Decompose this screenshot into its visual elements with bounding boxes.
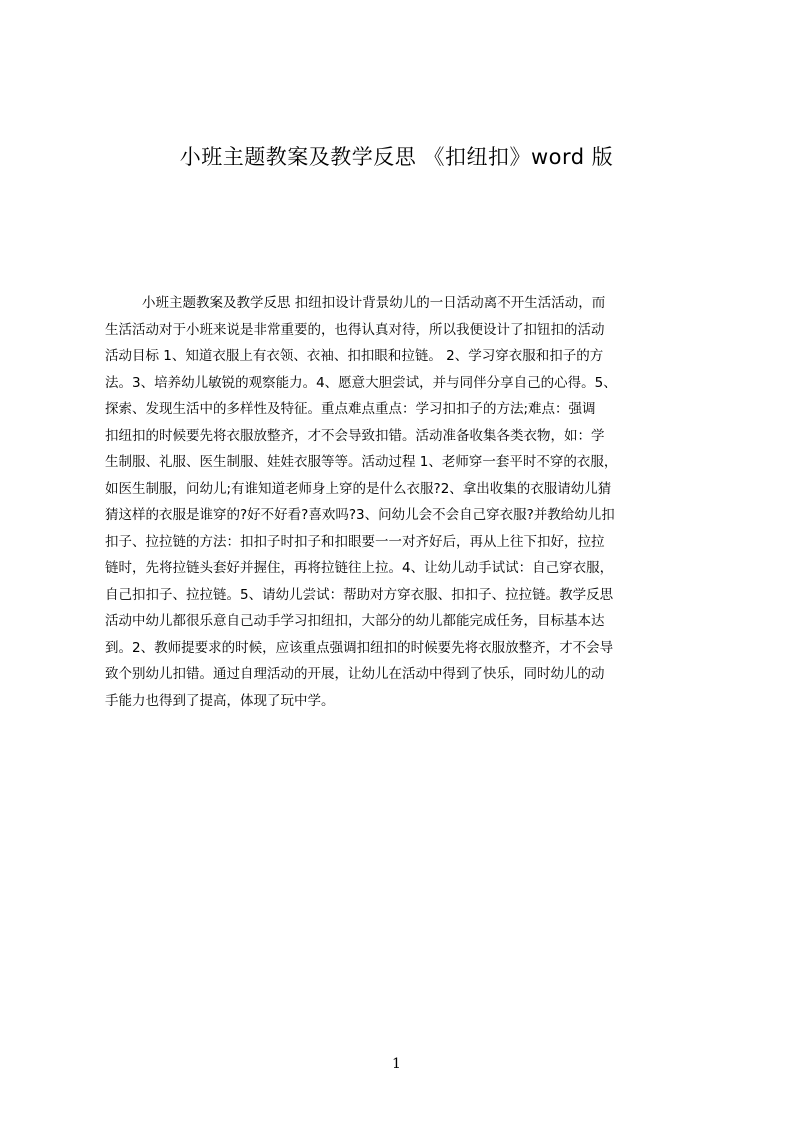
text-line: 手能力也得到了提高，体现了玩中学。 bbox=[105, 692, 335, 709]
text-line: 致个别幼儿扣错。通过自理活动的开展，让幼儿在活动中得到了快乐，同时幼儿的动 bbox=[105, 666, 605, 682]
text-line: 生活活动对于小班来说是非常重要的，也得认真对待，所以我便设计了扣钮扣的活动 bbox=[105, 321, 605, 338]
text-line: 链时，先将拉链头套好并握住，再将拉链往上拉。4、让幼儿动手试试：自己穿衣服， bbox=[105, 560, 614, 576]
text-line: 活动目标 1、知道衣服上有衣领、衣袖、扣扣眼和拉链。 2、学习穿衣服和扣子的方 bbox=[105, 348, 604, 364]
text-line: 扣纽扣的时候要先将衣服放整齐，才不会导致扣错。活动准备收集各类衣物，如：学 bbox=[105, 427, 605, 444]
text-line: 扣子、拉拉链的方法：扣扣子时扣子和扣眼要一一对齐好后，再从上往下扣好，拉拉 bbox=[105, 533, 605, 550]
text-line: 到。2、教师提要求的时候，应该重点强调扣纽扣的时候要先将衣服放整齐，才不会导 bbox=[105, 639, 614, 656]
text-line: 生制服、礼服、医生制服、娃娃衣服等等。活动过程 1、老师穿一套平时不穿的衣服， bbox=[105, 454, 618, 470]
text-line: 小班主题教案及教学反思 扣纽扣设计背景幼儿的一日活动离不开生活活动，而 bbox=[142, 295, 606, 311]
body-paragraph bbox=[105, 290, 697, 714]
text-line: 探索、发现生活中的多样性及特征。重点难点重点：学习扣扣子的方法;难点：强调 bbox=[105, 401, 596, 417]
text-line: 活动中幼儿都很乐意自己动手学习扣纽扣，大部分的幼儿都能完成任务，目标基本达 bbox=[105, 613, 605, 629]
text-line: 如医生制服，问幼儿;有谁知道老师身上穿的是什么衣服?2、拿出收集的衣服请幼儿猜 bbox=[105, 480, 612, 497]
document-title: 小班主题教案及教学反思 《扣纽扣》word 版 bbox=[179, 145, 614, 169]
text-line: 法。3、培养幼儿敏锐的观察能力。4、愿意大胆尝试，并与同伴分享自己的心得。5、 bbox=[105, 374, 617, 391]
text-line: 自己扣扣子、拉拉链。5、请幼儿尝试：帮助对方穿衣服、扣扣子、拉拉链。教学反思 bbox=[105, 586, 614, 603]
page-number: 1 bbox=[392, 1056, 401, 1072]
text-line: 猜这样的衣服是谁穿的?好不好看?喜欢吗?3、问幼儿会不会自己穿衣服?并教给幼儿扣 bbox=[105, 507, 615, 523]
